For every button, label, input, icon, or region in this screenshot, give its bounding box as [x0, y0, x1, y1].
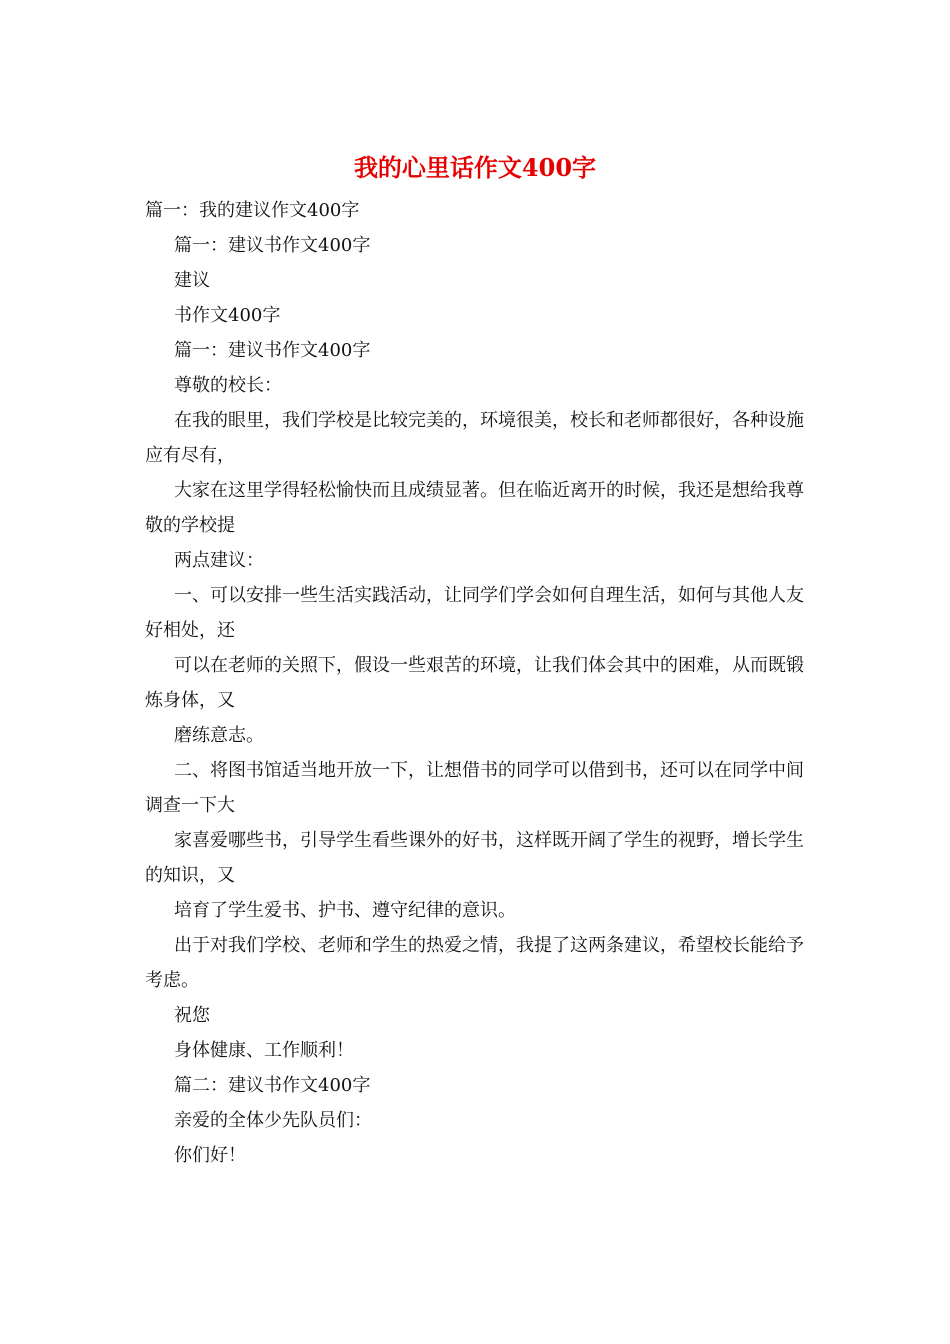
paragraph: 祝您 — [174, 1005, 210, 1026]
paragraph: 篇一：我的建议作文400字 — [145, 200, 360, 221]
paragraph: 在我的眼里，我们学校是比较完美的，环境很美，校长和老师都很好，各种设施应有尽有， — [145, 410, 804, 466]
paragraph: 二、将图书馆适当地开放一下，让想借书的同学可以借到书，还可以在同学中间调查一下大 — [145, 760, 804, 816]
document-title: 我的心里话作文400字 — [353, 153, 597, 182]
paragraph: 你们好！ — [174, 1145, 246, 1166]
paragraph: 身体健康、工作顺利！ — [174, 1040, 354, 1061]
paragraph: 可以在老师的关照下，假设一些艰苦的环境，让我们体会其中的困难，从而既锻炼身体，又 — [145, 655, 804, 711]
paragraph: 大家在这里学得轻松愉快而且成绩显著。但在临近离开的时候，我还是想给我尊敬的学校提 — [145, 480, 804, 536]
paragraph: 篇一：建议书作文400字 — [174, 340, 371, 361]
paragraph: 两点建议： — [174, 550, 264, 571]
paragraph: 培育了学生爱书、护书、遵守纪律的意识。 — [174, 900, 516, 921]
document-body — [145, 193, 810, 1173]
paragraph: 出于对我们学校、老师和学生的热爱之情，我提了这两条建议，希望校长能给予考虑。 — [145, 935, 804, 991]
paragraph: 一、可以安排一些生活实践活动，让同学们学会如何自理生活，如何与其他人友好相处，还 — [145, 585, 804, 641]
paragraph: 尊敬的校长： — [174, 375, 282, 396]
paragraph: 书作文400字 — [174, 305, 281, 326]
paragraph: 磨练意志。 — [174, 725, 264, 746]
paragraph: 篇二：建议书作文400字 — [174, 1075, 371, 1096]
paragraph: 篇一：建议书作文400字 — [174, 235, 371, 256]
paragraph: 建议 — [174, 270, 210, 291]
paragraph: 家喜爱哪些书，引导学生看些课外的好书，这样既开阔了学生的视野，增长学生的知识，又 — [145, 830, 804, 886]
paragraph: 亲爱的全体少先队员们： — [174, 1110, 372, 1131]
